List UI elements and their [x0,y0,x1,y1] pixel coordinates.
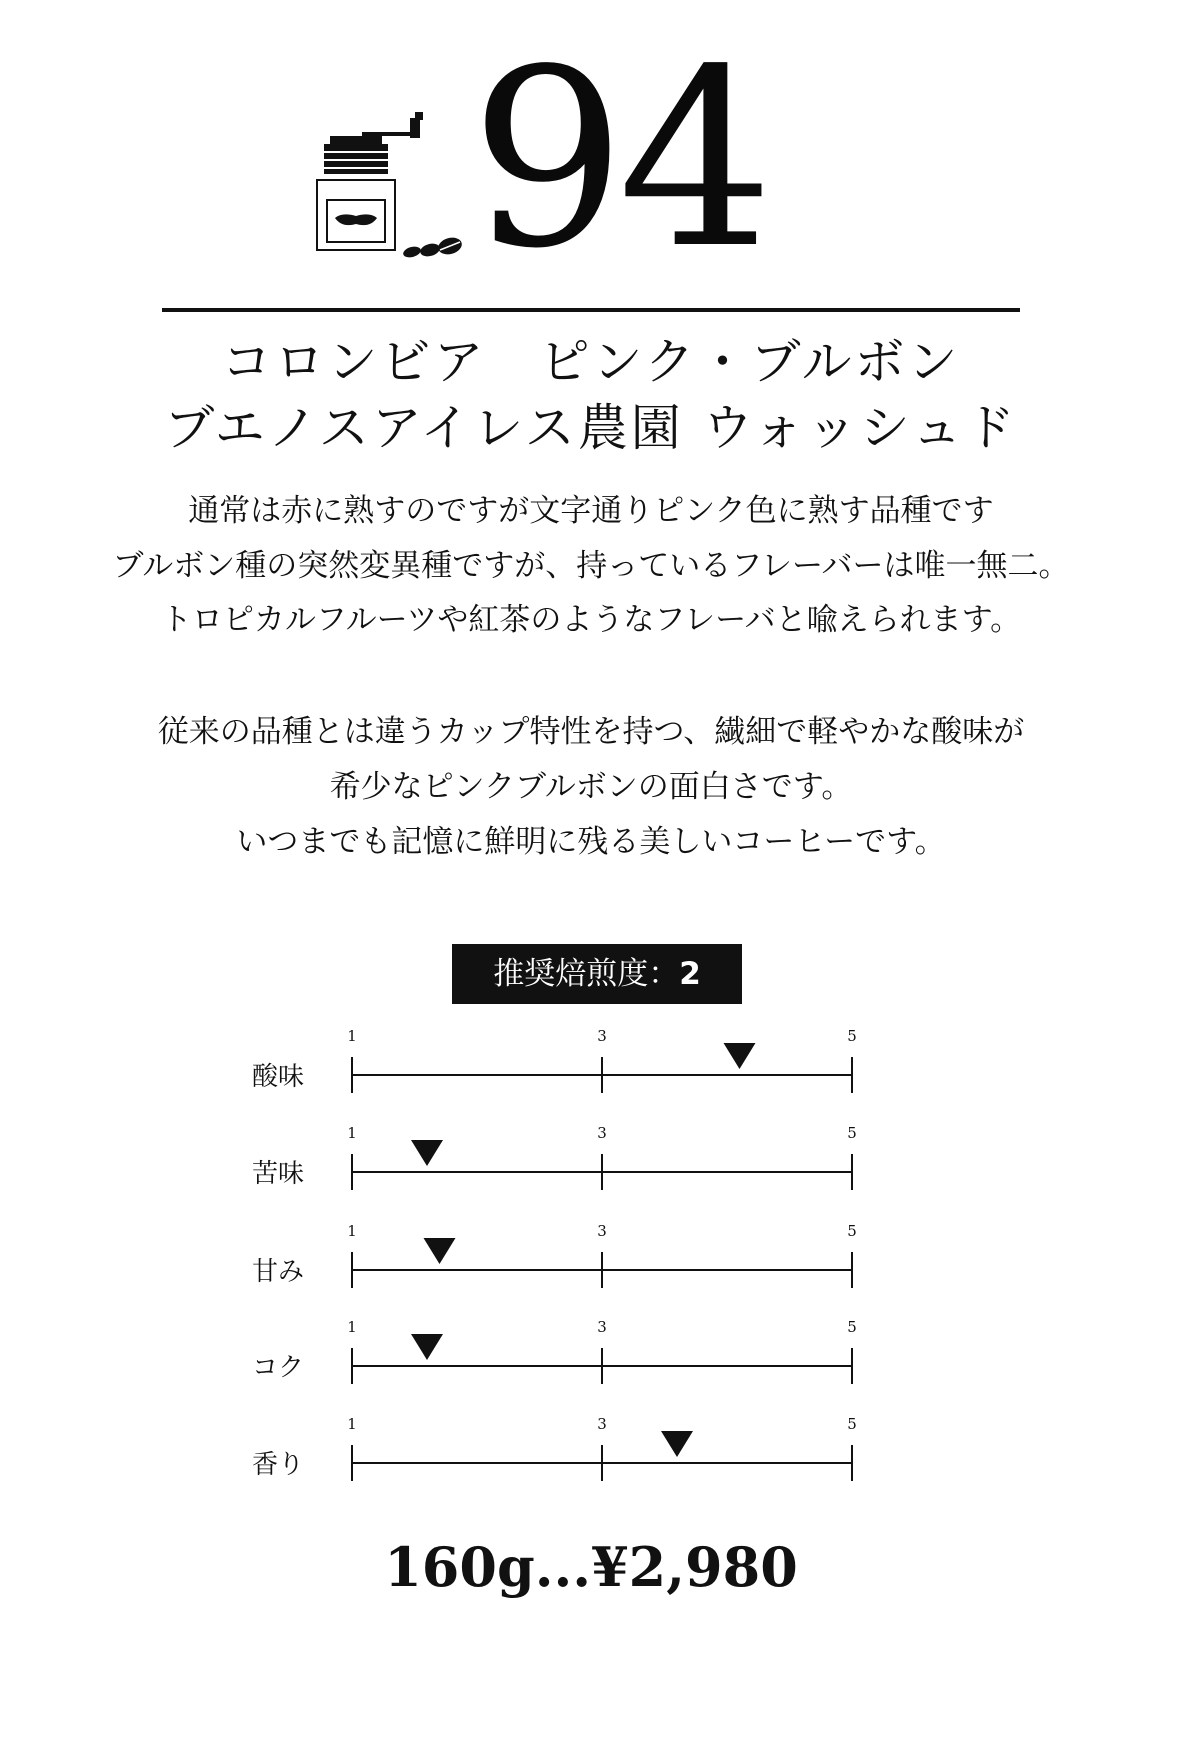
description-line: いつまでも記憶に鮮明に残る美しいコーヒーです。 [236,824,946,860]
roast-value: 2 [679,956,701,992]
scale-marker [424,1238,456,1264]
scale-tick-label: 3 [597,1124,607,1142]
product-number: 94 [470,17,766,302]
scale-tick-label: 1 [347,1124,357,1142]
scale-marker [411,1334,443,1360]
description-line: ブルボン種の突然変異種ですが、持っているフレーバーは唯一無二。 [112,548,1070,584]
description-line: 従来の品種とは違うカップ特性を持つ、繊細で軽やかな酸味が [157,714,1025,750]
scale-label: 酸味 [252,1062,305,1092]
scale-marker [411,1140,443,1166]
roast-label: 推奨焙煎度： [493,956,680,992]
scale-tick-label: 3 [597,1222,607,1240]
scale-tick-label: 5 [847,1222,857,1240]
scale-tick-label: 3 [597,1027,607,1045]
scale-tick-label: 5 [847,1027,857,1045]
scale-tick-label: 3 [597,1318,607,1336]
scale-label: 香り [252,1450,305,1480]
scale-label: コク [252,1353,305,1383]
scale-tick-label: 1 [347,1415,357,1433]
price: 160g...¥2,980 [384,1535,798,1599]
scale-tick-label: 1 [347,1318,357,1336]
scale-tick-label: 5 [847,1124,857,1142]
scale-tick-label: 5 [847,1318,857,1336]
scale-tick-label: 1 [347,1027,357,1045]
scale-tick-label: 5 [847,1415,857,1433]
scale-marker [661,1431,693,1457]
description-line: トロピカルフルーツや紅茶のようなフレーバと喩えられます。 [160,602,1022,638]
description-line: 希少なピンクブルボンの面白さです。 [329,769,853,805]
title-line-1: コロンビア ピンク・ブルボン [221,333,961,391]
scale-label: 甘み [252,1257,305,1287]
scale-tick-label: 1 [347,1222,357,1240]
scale-marker [724,1043,756,1069]
scale-tick-label: 3 [597,1415,607,1433]
scale-label: 苦味 [252,1159,305,1189]
title-line-2: ブエノスアイレス農園 ウォッシュド [164,399,1018,457]
description-line: 通常は赤に熟すのですが文字通りピンク色に熟す品種です [188,493,994,529]
